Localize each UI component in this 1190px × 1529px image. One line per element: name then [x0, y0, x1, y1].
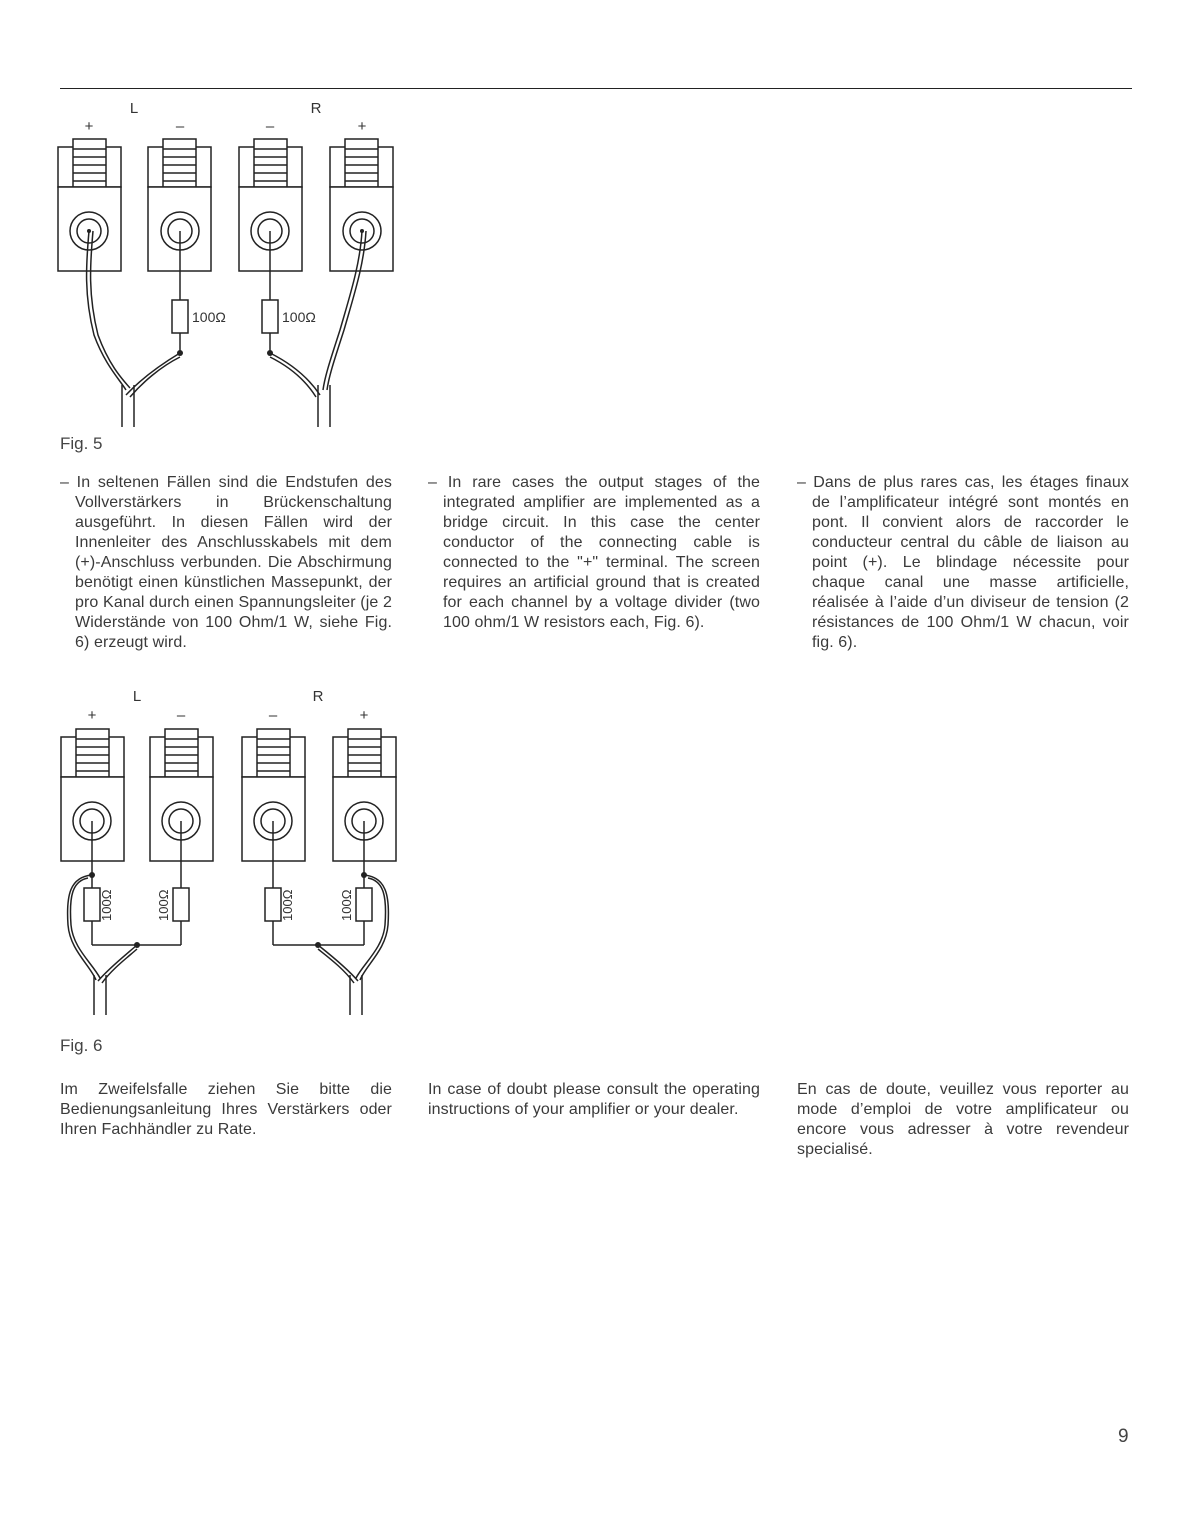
figure-5	[50, 95, 410, 435]
label-left-channel: L	[132, 688, 142, 705]
label-left-channel: L	[129, 100, 139, 117]
sign-terminal-3: –	[265, 118, 275, 135]
resistor-2	[173, 888, 189, 921]
resistor-2-label: 100Ω	[156, 889, 171, 921]
resistor-3-label: 100Ω	[280, 889, 295, 921]
resistor-4	[356, 888, 372, 921]
label-right-channel: R	[312, 688, 324, 705]
section2-english: In case of doubt please consult the operating instructions of your amplifier or your dealer.	[428, 1081, 760, 1118]
resistor-right-label: 100Ω	[282, 309, 316, 325]
figure-5-diagram	[50, 95, 410, 435]
terminal-4	[330, 139, 393, 271]
header-rule	[60, 88, 1132, 89]
section1-english: – In rare cases the output stages of the integrated amplifier are implemented as a bridge circuit. In this case the center conductor of the connecting cable is connected to the "+" terminal. The screen requires an artificial ground that is created for each channel by a voltage divider (two 100 ohm/1 W resistors each, Fig. 6).	[428, 474, 760, 631]
resistor-1	[84, 888, 100, 921]
section2-french: En cas de doute, veuillez vous reporter au mode d’emploi de votre amplificateur ou encore vous adresser à votre revendeur specialisé.	[797, 1081, 1129, 1158]
sign-terminal-3: –	[268, 707, 278, 724]
terminal-1	[58, 139, 121, 271]
sign-terminal-2: –	[176, 707, 186, 724]
resistor-4-label: 100Ω	[339, 889, 354, 921]
section1-french: – Dans de plus rares cas, les étages finaux de l’amplificateur intégré sont montés en pont. Il convient alors de raccorder le conducteur central du câble de liaison au point (+). Le blindage nécessite pour chaque canal une masse artificielle, réalisée à l’aide d’un diviseur de tension (2 résistances de 100 Ohm/1 W chacun, voir fig. 6).	[797, 474, 1129, 651]
label-right-channel: R	[310, 100, 322, 117]
resistor-3	[265, 888, 281, 921]
figure-6	[50, 685, 410, 1020]
sign-terminal-1: +	[87, 707, 97, 724]
figure-6-diagram	[50, 685, 410, 1020]
resistor-1-label: 100Ω	[99, 889, 114, 921]
figure-5-caption: Fig. 5	[60, 434, 103, 453]
sign-terminal-1: +	[84, 118, 94, 135]
page-number: 9	[1118, 1426, 1129, 1447]
resistor-left	[172, 300, 188, 333]
sign-terminal-4: +	[357, 118, 367, 135]
resistor-right	[262, 300, 278, 333]
sign-terminal-4: +	[359, 707, 369, 724]
figure-6-caption: Fig. 6	[60, 1036, 103, 1055]
section1-german: – In seltenen Fällen sind die Endstufen des Vollverstärkers in Brückenschaltung ausgeführt. In diesen Fällen wird der Innenleiter des Anschlusskabels mit dem (+)-Anschluss verbunden. Die Abschirmung benötigt einen künstlichen Massepunkt, der pro Kanal durch einen Spannungsleiter (je 2 Widerstände von 100 Ohm/1 W, siehe Fig. 6) erzeugt wird.	[60, 474, 392, 651]
resistor-left-label: 100Ω	[192, 309, 226, 325]
sign-terminal-2: –	[175, 118, 185, 135]
section2-german: Im Zweifelsfalle ziehen Sie bitte die Bedienungsanleitung Ihres Verstärkers oder Ihren Fachhändler zu Rate.	[60, 1081, 392, 1138]
